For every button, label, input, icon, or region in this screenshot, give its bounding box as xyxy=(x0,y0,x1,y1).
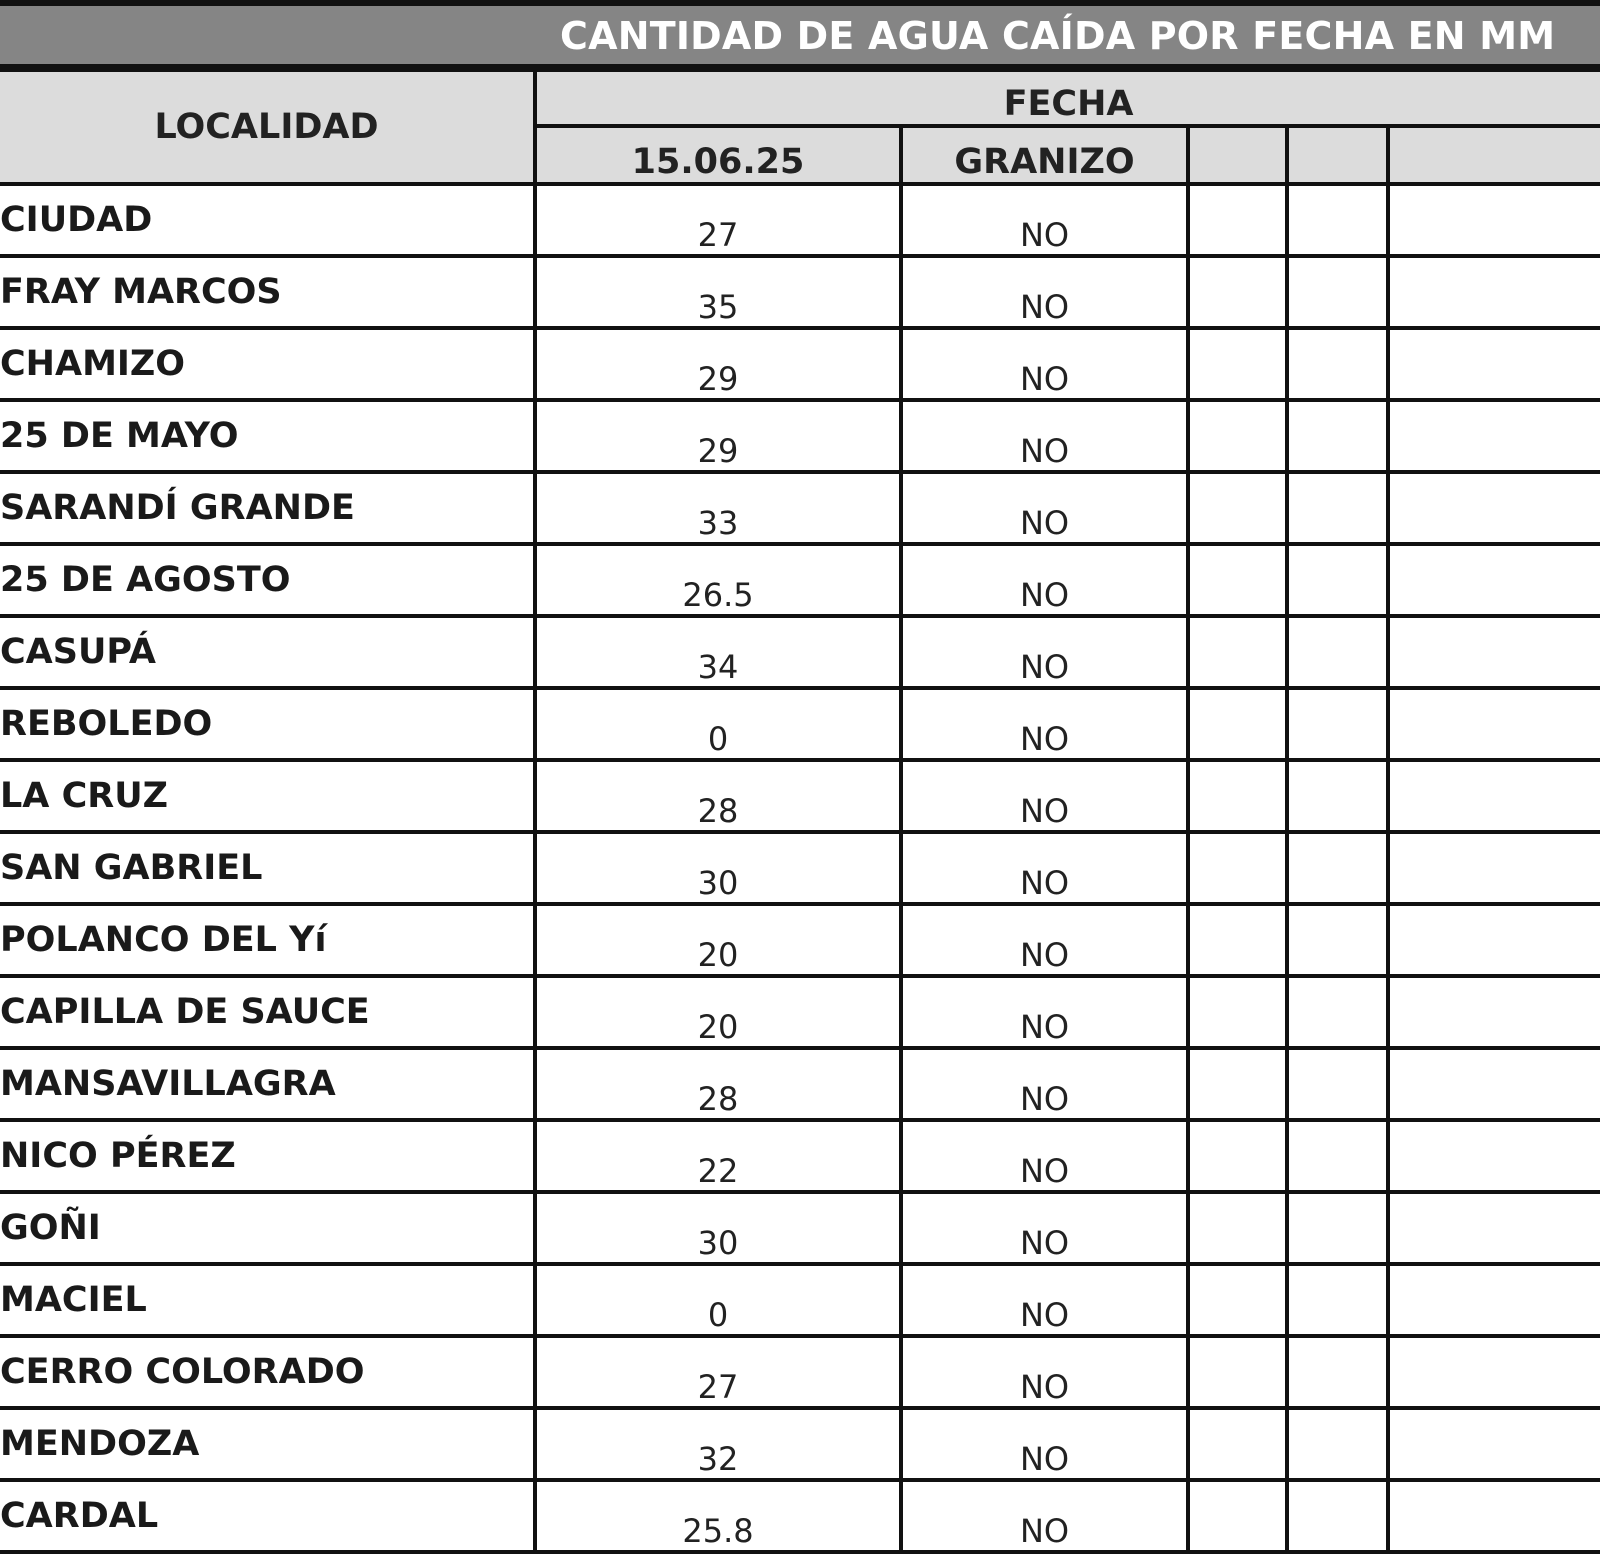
granizo-cell: NO xyxy=(901,1480,1188,1552)
empty-cell xyxy=(1388,400,1600,472)
empty-cell xyxy=(1287,544,1388,616)
header-date: 15.06.25 xyxy=(535,126,901,184)
rainfall-mm-cell: 28 xyxy=(535,1048,901,1120)
rainfall-mm-cell: 27 xyxy=(535,1336,901,1408)
empty-cell xyxy=(1188,544,1287,616)
empty-cell xyxy=(1188,1336,1287,1408)
table-row xyxy=(0,184,1600,256)
empty-cell xyxy=(1287,1480,1388,1552)
empty-cell xyxy=(1388,1120,1600,1192)
empty-cell xyxy=(1388,616,1600,688)
rainfall-mm-cell: 34 xyxy=(535,616,901,688)
empty-cell xyxy=(1287,1048,1388,1120)
granizo-cell: NO xyxy=(901,400,1188,472)
rainfall-mm-cell: 33 xyxy=(535,472,901,544)
rainfall-mm-cell: 35 xyxy=(535,256,901,328)
empty-cell xyxy=(1188,1264,1287,1336)
table-row xyxy=(0,328,1600,400)
empty-cell xyxy=(1388,760,1600,832)
rainfall-mm-cell: 0 xyxy=(535,1264,901,1336)
rainfall-mm-cell: 20 xyxy=(535,904,901,976)
localidad-cell: LA CRUZ xyxy=(0,760,535,832)
empty-cell xyxy=(1188,400,1287,472)
empty-cell xyxy=(1388,832,1600,904)
table-row xyxy=(0,904,1600,976)
granizo-cell: NO xyxy=(901,328,1188,400)
rainfall-mm-cell: 32 xyxy=(535,1408,901,1480)
empty-cell xyxy=(1188,1048,1287,1120)
empty-cell xyxy=(1188,472,1287,544)
empty-cell xyxy=(1388,544,1600,616)
localidad-cell: CAPILLA DE SAUCE xyxy=(0,976,535,1048)
empty-cell xyxy=(1388,1336,1600,1408)
rainfall-mm-cell: 22 xyxy=(535,1120,901,1192)
empty-cell xyxy=(1188,1480,1287,1552)
rainfall-mm-cell: 20 xyxy=(535,976,901,1048)
rainfall-mm-cell: 27 xyxy=(535,184,901,256)
table-row xyxy=(0,832,1600,904)
header-fecha: FECHA xyxy=(535,70,1600,126)
granizo-cell: NO xyxy=(901,256,1188,328)
localidad-cell: MACIEL xyxy=(0,1264,535,1336)
rainfall-mm-cell: 30 xyxy=(535,832,901,904)
empty-cell xyxy=(1188,328,1287,400)
empty-cell xyxy=(1287,688,1388,760)
rainfall-mm-cell: 28 xyxy=(535,760,901,832)
empty-cell xyxy=(1287,184,1388,256)
localidad-cell: CERRO COLORADO xyxy=(0,1336,535,1408)
granizo-cell: NO xyxy=(901,472,1188,544)
localidad-cell: SAN GABRIEL xyxy=(0,832,535,904)
table-body xyxy=(0,184,1600,1552)
empty-cell xyxy=(1287,616,1388,688)
localidad-cell: REBOLEDO xyxy=(0,688,535,760)
table-row xyxy=(0,688,1600,760)
empty-cell xyxy=(1388,1192,1600,1264)
localidad-cell: 25 DE MAYO xyxy=(0,400,535,472)
localidad-cell: CIUDAD xyxy=(0,184,535,256)
granizo-cell: NO xyxy=(901,544,1188,616)
granizo-cell: NO xyxy=(901,832,1188,904)
empty-cell xyxy=(1388,1408,1600,1480)
empty-cell xyxy=(1188,904,1287,976)
empty-cell xyxy=(1188,184,1287,256)
granizo-cell: NO xyxy=(901,184,1188,256)
table-row xyxy=(0,1480,1600,1552)
rainfall-mm-cell: 0 xyxy=(535,688,901,760)
table-row xyxy=(0,1408,1600,1480)
localidad-cell: MENDOZA xyxy=(0,1408,535,1480)
rainfall-mm-cell: 25.8 xyxy=(535,1480,901,1552)
table-row xyxy=(0,1120,1600,1192)
granizo-cell: NO xyxy=(901,1120,1188,1192)
empty-cell xyxy=(1287,1408,1388,1480)
localidad-cell: SARANDÍ GRANDE xyxy=(0,472,535,544)
localidad-cell: MANSAVILLAGRA xyxy=(0,1048,535,1120)
granizo-cell: NO xyxy=(901,1264,1188,1336)
granizo-cell: NO xyxy=(901,976,1188,1048)
empty-cell xyxy=(1287,256,1388,328)
empty-cell xyxy=(1287,760,1388,832)
granizo-cell: NO xyxy=(901,1048,1188,1120)
empty-cell xyxy=(1287,904,1388,976)
localidad-cell: CASUPÁ xyxy=(0,616,535,688)
header-localidad: LOCALIDAD xyxy=(0,70,535,184)
empty-cell xyxy=(1388,1048,1600,1120)
empty-cell xyxy=(1388,688,1600,760)
empty-cell xyxy=(1188,688,1287,760)
localidad-cell: 25 DE AGOSTO xyxy=(0,544,535,616)
table-row xyxy=(0,1192,1600,1264)
localidad-cell: FRAY MARCOS xyxy=(0,256,535,328)
rainfall-mm-cell: 26.5 xyxy=(535,544,901,616)
empty-cell xyxy=(1188,256,1287,328)
localidad-cell: GOÑI xyxy=(0,1192,535,1264)
table-row xyxy=(0,760,1600,832)
empty-cell xyxy=(1188,1408,1287,1480)
localidad-cell: CHAMIZO xyxy=(0,328,535,400)
table-row xyxy=(0,616,1600,688)
empty-cell xyxy=(1188,976,1287,1048)
granizo-cell: NO xyxy=(901,1408,1188,1480)
header-empty-3 xyxy=(1388,126,1600,184)
empty-cell xyxy=(1388,1480,1600,1552)
granizo-cell: NO xyxy=(901,1336,1188,1408)
empty-cell xyxy=(1287,1264,1388,1336)
granizo-cell: NO xyxy=(901,1192,1188,1264)
empty-cell xyxy=(1388,256,1600,328)
granizo-cell: NO xyxy=(901,760,1188,832)
empty-cell xyxy=(1287,832,1388,904)
table-row xyxy=(0,1264,1600,1336)
table-row xyxy=(0,976,1600,1048)
granizo-cell: NO xyxy=(901,616,1188,688)
table-row xyxy=(0,400,1600,472)
title-bar xyxy=(0,0,1600,68)
empty-cell xyxy=(1287,472,1388,544)
empty-cell xyxy=(1287,400,1388,472)
rainfall-mm-cell: 29 xyxy=(535,400,901,472)
empty-cell xyxy=(1388,1264,1600,1336)
empty-cell xyxy=(1388,328,1600,400)
empty-cell xyxy=(1188,1120,1287,1192)
granizo-cell: NO xyxy=(901,904,1188,976)
empty-cell xyxy=(1287,976,1388,1048)
empty-cell xyxy=(1287,1336,1388,1408)
empty-cell xyxy=(1188,832,1287,904)
rainfall-mm-cell: 29 xyxy=(535,328,901,400)
table-row xyxy=(0,1336,1600,1408)
empty-cell xyxy=(1287,1192,1388,1264)
empty-cell xyxy=(1388,976,1600,1048)
header-row-1 xyxy=(0,70,1600,126)
rainfall-table xyxy=(0,68,1600,1554)
empty-cell xyxy=(1388,904,1600,976)
empty-cell xyxy=(1287,328,1388,400)
empty-cell xyxy=(1188,760,1287,832)
empty-cell xyxy=(1188,616,1287,688)
localidad-cell: NICO PÉREZ xyxy=(0,1120,535,1192)
table-row xyxy=(0,256,1600,328)
empty-cell xyxy=(1188,1192,1287,1264)
table-row xyxy=(0,472,1600,544)
granizo-cell: NO xyxy=(901,688,1188,760)
empty-cell xyxy=(1388,472,1600,544)
rainfall-mm-cell: 30 xyxy=(535,1192,901,1264)
header-empty-2 xyxy=(1287,126,1388,184)
header-granizo: GRANIZO xyxy=(901,126,1188,184)
localidad-cell: POLANCO DEL Yí xyxy=(0,904,535,976)
table-row xyxy=(0,544,1600,616)
header-empty-1 xyxy=(1188,126,1287,184)
table-row xyxy=(0,1048,1600,1120)
localidad-cell: CARDAL xyxy=(0,1480,535,1552)
empty-cell xyxy=(1388,184,1600,256)
page-title: CANTIDAD DE AGUA CAÍDA POR FECHA EN MM xyxy=(560,14,1556,58)
empty-cell xyxy=(1287,1120,1388,1192)
